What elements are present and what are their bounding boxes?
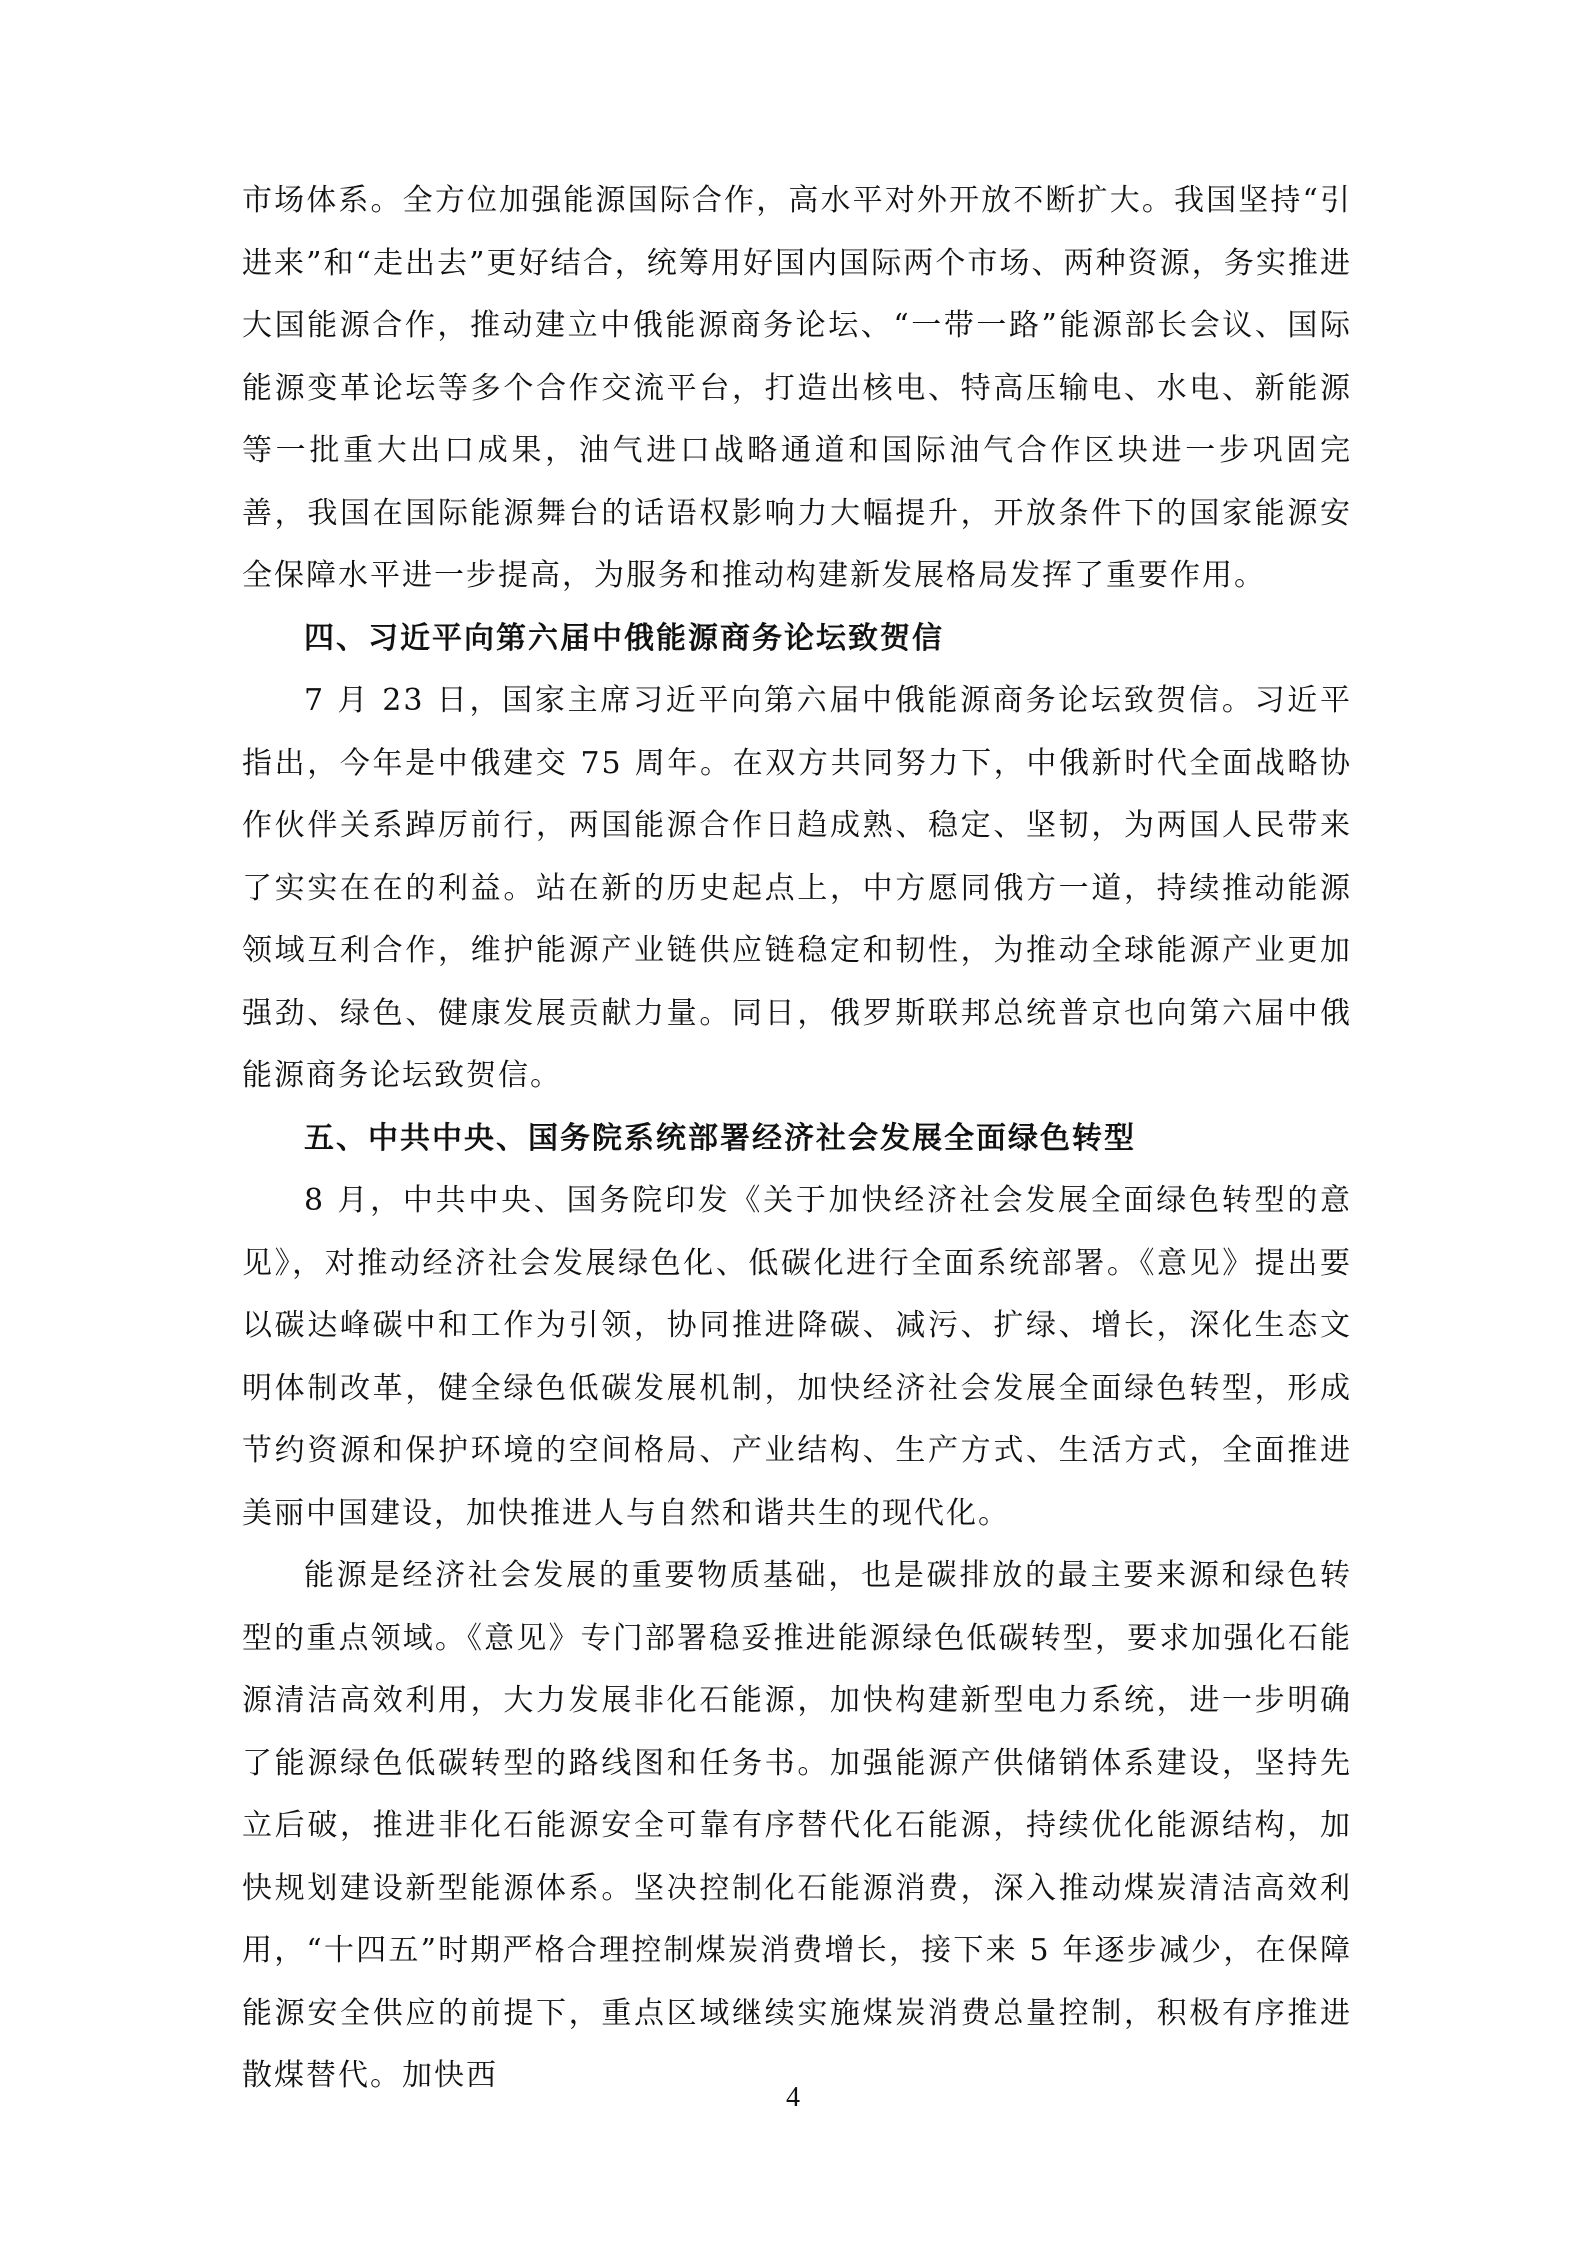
page-number: 4: [786, 2082, 800, 2113]
paragraph-body: 7 月 23 日，国家主席习近平向第六届中俄能源商务论坛致贺信。习近平指出，今年是中俄建交 75 周年。在双方共同努力下，中俄新时代全面战略协作伙伴关系踔厉前行，两国能源合作日趋成熟、稳定、坚韧，为两国人民带来了实实在在的利益。站在新的历史起点上，中方愿同俄方一道，持续推动能源领域互利合作，维护能源产业链供应链稳定和韧性，为推动全球能源产业更加强劲、绿色、健康发展贡献力量。同日，俄罗斯联邦总统普京也向第六届中俄能源商务论坛致贺信。: [242, 683, 1352, 1093]
paragraph-continuation: 市场体系。全方位加强能源国际合作，高水平对外开放不断扩大。我国坚持“引进来”和“走出去”更好结合，统筹用好国内国际两个市场、两种资源，务实推进大国能源合作，推动建立中俄能源商务论坛、“一带一路”能源部长会议、国际能源变革论坛等多个合作交流平台，打造出核电、特高压输电、水电、新能源等一批重大出口成果，油气进口战略通道和国际油气合作区块进一步巩固完善，我国在国际能源舞台的话语权影响力大幅提升，开放条件下的国家能源安全保障水平进一步提高，为服务和推动构建新发展格局发挥了重要作用。: [242, 183, 1352, 593]
paragraph-body: 能源是经济社会发展的重要物质基础，也是碳排放的最主要来源和绿色转型的重点领域。《意见》专门部署稳妥推进能源绿色低碳转型，要求加强化石能源清洁高效利用，大力发展非化石能源，加快构建新型电力系统，进一步明确了能源绿色低碳转型的路线图和任务书。加强能源产供储销体系建设，坚持先立后破，推进非化石能源安全可靠有序替代化石能源，持续优化能源结构，加快规划建设新型能源体系。坚决控制化石能源消费，深入推动煤炭清洁高效利用，“十四五”时期严格合理控制煤炭消费增长，接下来 5 年逐步减少，在保障能源安全供应的前提下，重点区域继续实施煤炭消费总量控制，积极有序推进散煤替代。加快西: [242, 1558, 1352, 2093]
section-heading-5: 五、中共中央、国务院系统部署经济社会发展全面绿色转型: [304, 1120, 1136, 1156]
paragraph-body: 8 月，中共中央、国务院印发《关于加快经济社会发展全面绿色转型的意见》，对推动经济社会发展绿色化、低碳化进行全面系统部署。《意见》提出要以碳达峰碳中和工作为引领，协同推进降碳、减污、扩绿、增长，深化生态文明体制改革，健全绿色低碳发展机制，加快经济社会发展全面绿色转型，形成节约资源和保护环境的空间格局、产业结构、生产方式、生活方式，全面推进美丽中国建设，加快推进人与自然和谐共生的现代化。: [242, 1183, 1352, 1531]
section-heading-4: 四、习近平向第六届中俄能源商务论坛致贺信: [304, 620, 944, 656]
document-page: [242, 170, 1352, 2108]
